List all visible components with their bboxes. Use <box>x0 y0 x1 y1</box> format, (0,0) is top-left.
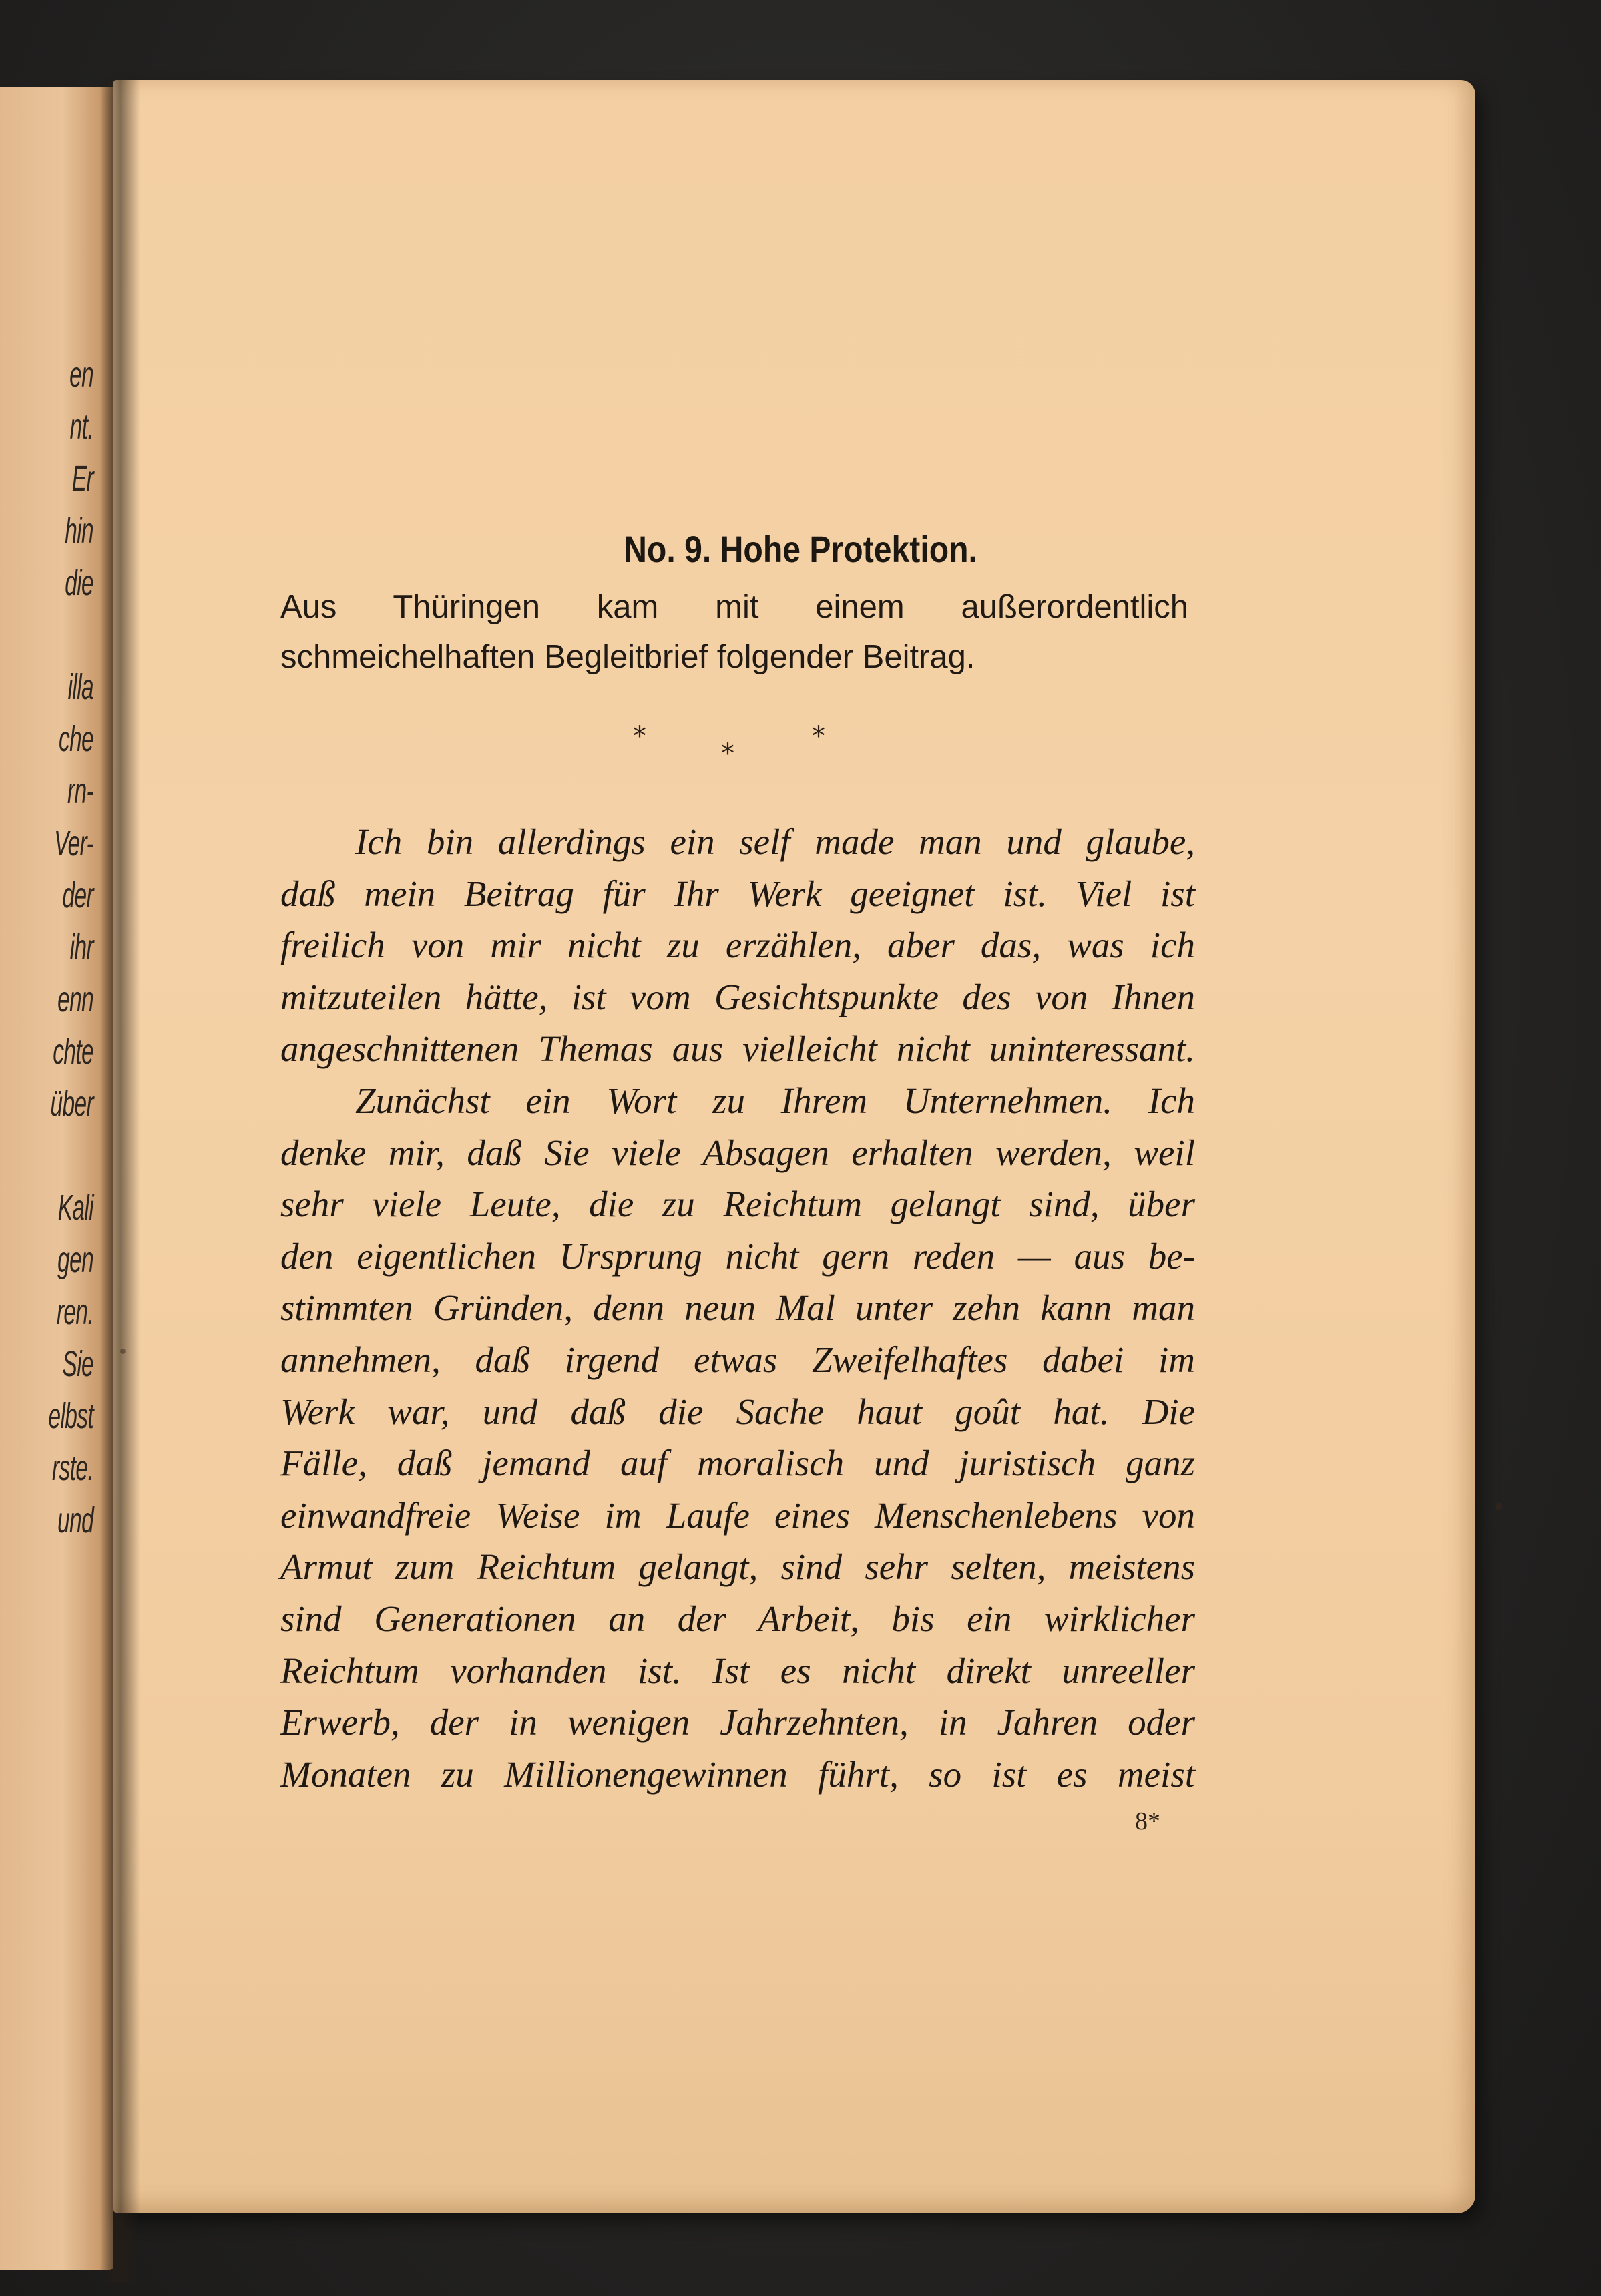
separator-asterisk: * <box>812 721 825 752</box>
margin-fragment: über <box>50 1084 93 1124</box>
body-line: Monaten zu Millionengewinnen führt, so ist es meist <box>280 1753 1195 1795</box>
body-line: Ich bin allerdings ein self made man und glaube, <box>355 821 1195 862</box>
body-line: Armut zum Reichtum gelangt, sind sehr selten, meistens <box>280 1546 1195 1588</box>
body-line: denke mir, daß Sie viele Absagen erhalten werden, weil <box>280 1132 1195 1173</box>
body-line: sehr viele Leute, die zu Reichtum gelangt sind, über <box>280 1184 1195 1225</box>
margin-fragment: ihr <box>69 927 93 967</box>
body-line: Reichtum vorhanden ist. Ist es nicht direkt unreeller <box>280 1650 1195 1691</box>
binding-shadow <box>100 80 140 2283</box>
margin-fragment: en <box>69 355 93 395</box>
separator-asterisk: * <box>633 721 646 752</box>
paper-speck <box>1496 1502 1502 1510</box>
margin-fragment: ren. <box>56 1292 93 1332</box>
body-line: den eigentlichen Ursprung nicht gern reden — aus be- <box>280 1235 1195 1277</box>
page-number: 8* <box>1135 1807 1160 1835</box>
body-line: einwandfreie Weise im Laufe eines Menschenlebens von <box>280 1494 1195 1536</box>
intro-line: schmeichelhaften Begleitbrief folgender Beitrag. <box>280 639 975 675</box>
chapter-heading: No. 9. Hohe Protektion. <box>624 528 977 570</box>
body-line: stimmten Gründen, denn neun Mal unter zehn kann man <box>280 1287 1195 1329</box>
section-separator <box>621 721 848 774</box>
body-line: angeschnittenen Themas aus vielleicht nicht uninteressant. <box>280 1028 1195 1070</box>
margin-fragment: rn- <box>67 771 93 811</box>
margin-fragment: Er <box>71 459 93 499</box>
margin-fragment: chte <box>53 1031 93 1072</box>
body-line: Werk war, und daß die Sache haut goût hat. Die <box>280 1391 1195 1432</box>
margin-fragment: elbst <box>48 1396 93 1436</box>
margin-fragment: gen <box>57 1240 93 1280</box>
margin-fragment: Kali <box>57 1188 93 1228</box>
letter-body <box>280 816 1195 1800</box>
body-line: Erwerb, der in wenigen Jahrzehnten, in Jahren oder <box>280 1702 1195 1743</box>
body-line: daß mein Beitrag für Ihr Werk geeignet ist. Viel ist <box>280 873 1195 914</box>
margin-fragment: und <box>57 1500 93 1540</box>
body-line: annehmen, daß irgend etwas Zweifelhaftes dabei im <box>280 1339 1195 1380</box>
margin-fragment: der <box>62 875 93 915</box>
body-line: sind Generationen an der Arbeit, bis ein wirklicher <box>280 1598 1195 1639</box>
intro-paragraph <box>280 582 1188 682</box>
margin-fragment: Ver- <box>54 823 93 863</box>
margin-fragment: Sie <box>62 1344 93 1384</box>
body-line: Zunächst ein Wort zu Ihrem Unternehmen. Ich <box>355 1080 1195 1121</box>
separator-asterisk: * <box>721 738 734 769</box>
margin-fragment: nt. <box>69 407 93 447</box>
margin-fragment: die <box>65 563 93 603</box>
margin-fragment: illa <box>67 667 93 707</box>
previous-page-edge <box>0 87 113 2270</box>
margin-fragment: hin <box>65 511 93 551</box>
body-line: freilich von mir nicht zu erzählen, aber das, was ich <box>280 925 1195 966</box>
margin-fragment: enn <box>57 979 93 1019</box>
body-line: Fälle, daß jemand auf moralisch und juristisch ganz <box>280 1443 1195 1484</box>
margin-fragment: che <box>58 719 93 759</box>
intro-line: Aus Thüringen kam mit einem außerordentlich <box>280 589 1188 625</box>
margin-fragment: rste. <box>51 1448 93 1488</box>
body-line: mitzuteilen hätte, ist vom Gesichtspunkte des von Ihnen <box>280 976 1195 1017</box>
